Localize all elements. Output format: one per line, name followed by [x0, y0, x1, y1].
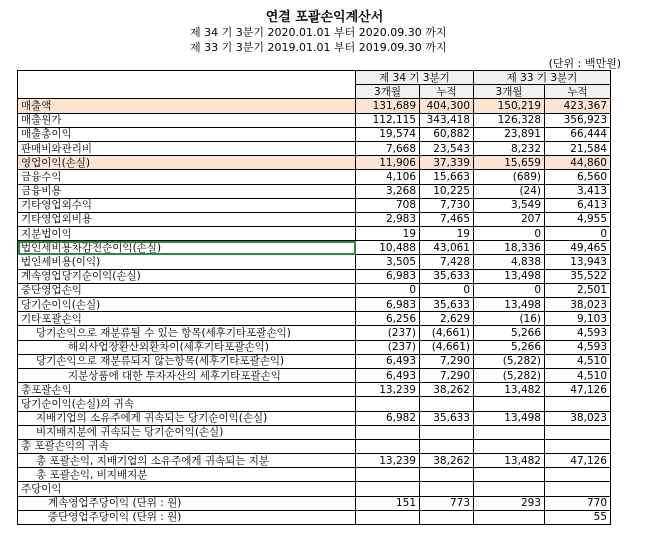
table-row	[18, 170, 611, 184]
value-cell[interactable]: 6,560	[545, 170, 611, 184]
header-prev-cumulative: 누적	[545, 85, 611, 99]
value-cell[interactable]: 356,923	[545, 113, 611, 127]
value-cell[interactable]: 13,482	[474, 454, 545, 468]
row-label[interactable]: 당기순이익(손실)의 귀속	[18, 397, 356, 411]
header-cur-3month: 3개월	[356, 85, 420, 99]
unit-label: (단위 : 백만원)	[548, 57, 621, 70]
value-cell[interactable]: 770	[545, 496, 611, 510]
value-cell[interactable]: 4,510	[545, 354, 611, 368]
header-current-period: 제 34 기 3분기	[356, 71, 474, 85]
row-label[interactable]: 지분상품에 대한 투자자산의 세후기타포괄손익	[18, 368, 356, 382]
value-cell[interactable]: 44,860	[545, 156, 611, 170]
row-label[interactable]: 주당이익	[18, 482, 356, 496]
value-cell[interactable]: 13,498	[474, 298, 545, 312]
value-cell[interactable]: 19	[356, 227, 420, 241]
value-cell[interactable]: 38,262	[420, 454, 474, 468]
value-cell[interactable]: 35,633	[420, 411, 474, 425]
value-cell[interactable]: 21,584	[545, 141, 611, 155]
value-cell[interactable]	[545, 397, 611, 411]
value-cell[interactable]: (5,282)	[474, 368, 545, 382]
value-cell[interactable]: 7,428	[420, 255, 474, 269]
table-row	[18, 241, 611, 255]
value-cell[interactable]: 6,493	[356, 354, 420, 368]
value-cell[interactable]	[420, 425, 474, 439]
value-cell[interactable]: 7,730	[420, 198, 474, 212]
value-cell[interactable]: (24)	[474, 184, 545, 198]
value-cell[interactable]: 207	[474, 212, 545, 226]
row-label[interactable]: 영업이익(손실)	[18, 156, 356, 170]
value-cell[interactable]: 0	[545, 227, 611, 241]
value-cell[interactable]: 13,943	[545, 255, 611, 269]
value-cell[interactable]: 0	[356, 283, 420, 297]
row-label[interactable]: 당기순이익(손실)	[18, 298, 356, 312]
table-row	[18, 454, 611, 468]
value-cell[interactable]	[420, 397, 474, 411]
row-label[interactable]: 법인세비용(이익)	[18, 255, 356, 269]
value-cell[interactable]: 49,465	[545, 241, 611, 255]
row-label[interactable]: 당기손익으로 재분류되지 않는항목(세후기타포괄손익)	[18, 354, 356, 368]
value-cell[interactable]: 13,498	[474, 411, 545, 425]
statement-title: 연결 포괄손익계산서	[265, 10, 384, 25]
value-cell[interactable]: 6,983	[356, 269, 420, 283]
table-row	[18, 127, 611, 141]
row-label[interactable]: 총포괄손익	[18, 383, 356, 397]
value-cell[interactable]: 43,061	[420, 241, 474, 255]
value-cell[interactable]: 23,891	[474, 127, 545, 141]
value-cell[interactable]	[420, 439, 474, 453]
value-cell[interactable]: 7,668	[356, 141, 420, 155]
row-label[interactable]: 금융비용	[18, 184, 356, 198]
value-cell[interactable]: 38,023	[545, 298, 611, 312]
value-cell[interactable]: 0	[474, 283, 545, 297]
table-row	[18, 439, 611, 453]
row-label[interactable]: 매출총이익	[18, 127, 356, 141]
income-statement-table	[17, 70, 611, 525]
value-cell[interactable]: 55	[545, 510, 611, 524]
value-cell[interactable]: (237)	[356, 326, 420, 340]
value-cell[interactable]: 150,219	[474, 99, 545, 113]
table-row	[18, 383, 611, 397]
header-previous-period: 제 33 기 3분기	[474, 71, 611, 85]
value-cell[interactable]	[474, 510, 545, 524]
row-label[interactable]: 판매비와관리비	[18, 141, 356, 155]
value-cell[interactable]: 6,256	[356, 312, 420, 326]
value-cell[interactable]: 47,126	[545, 383, 611, 397]
value-cell[interactable]: 5,266	[474, 340, 545, 354]
value-cell[interactable]: 10,488	[356, 241, 420, 255]
value-cell[interactable]	[356, 510, 420, 524]
value-cell[interactable]	[474, 482, 545, 496]
table-row	[18, 340, 611, 354]
value-cell[interactable]: 423,367	[545, 99, 611, 113]
row-label[interactable]: 법인세비용차감전순이익(손실)	[18, 241, 356, 255]
row-label[interactable]: 기타영업외비용	[18, 212, 356, 226]
row-label[interactable]: 총 포괄손익, 지배기업의 소유주에게 귀속되는 지분	[18, 454, 356, 468]
value-cell[interactable]	[356, 397, 420, 411]
value-cell[interactable]: 13,498	[474, 269, 545, 283]
row-label[interactable]: 계속영업당기순이익(손실)	[18, 269, 356, 283]
value-cell[interactable]: 6,982	[356, 411, 420, 425]
value-cell[interactable]	[420, 468, 474, 482]
value-cell[interactable]: 4,106	[356, 170, 420, 184]
value-cell[interactable]: 6,493	[356, 368, 420, 382]
value-cell[interactable]: 66,444	[545, 127, 611, 141]
table-row	[18, 255, 611, 269]
value-cell[interactable]: (4,661)	[420, 340, 474, 354]
value-cell[interactable]: 0	[474, 227, 545, 241]
value-cell[interactable]: (5,282)	[474, 354, 545, 368]
value-cell[interactable]: 13,239	[356, 454, 420, 468]
value-cell[interactable]	[474, 468, 545, 482]
table-row	[18, 368, 611, 382]
label-header	[18, 71, 356, 99]
table-row	[18, 184, 611, 198]
table-row	[18, 212, 611, 226]
value-cell[interactable]: 11,906	[356, 156, 420, 170]
value-cell[interactable]: 2,983	[356, 212, 420, 226]
row-label[interactable]: 중단영업주당이익 (단위 : 원)	[18, 510, 356, 524]
value-cell[interactable]: 38,023	[545, 411, 611, 425]
value-cell[interactable]: 2,501	[545, 283, 611, 297]
value-cell[interactable]	[545, 439, 611, 453]
value-cell[interactable]: 37,339	[420, 156, 474, 170]
row-label[interactable]: 중단영업손익	[18, 283, 356, 297]
row-label[interactable]: 비지배지분에 귀속되는 당기순이익(손실)	[18, 425, 356, 439]
table-row	[18, 198, 611, 212]
table-row	[18, 496, 611, 510]
period-current: 제 34 기 3분기 2020.01.01 부터 2020.09.30 까지	[190, 26, 447, 39]
value-cell[interactable]: 4,955	[545, 212, 611, 226]
table-row	[18, 354, 611, 368]
table-row	[18, 283, 611, 297]
value-cell[interactable]: 3,413	[545, 184, 611, 198]
table-row	[18, 99, 611, 113]
header-prev-3month: 3개월	[474, 85, 545, 99]
table-row	[18, 425, 611, 439]
value-cell[interactable]: 47,126	[545, 454, 611, 468]
value-cell[interactable]: 8,232	[474, 141, 545, 155]
row-label[interactable]: 총 포괄손익의 귀속	[18, 439, 356, 453]
row-label[interactable]: 지배기업의 소유주에게 귀속되는 당기순이익(손실)	[18, 411, 356, 425]
table-row	[18, 113, 611, 127]
value-cell[interactable]: 35,522	[545, 269, 611, 283]
value-cell[interactable]: 15,663	[420, 170, 474, 184]
row-label[interactable]: 금융수익	[18, 170, 356, 184]
value-cell[interactable]: (689)	[474, 170, 545, 184]
value-cell[interactable]: 60,882	[420, 127, 474, 141]
value-cell[interactable]: 6,983	[356, 298, 420, 312]
value-cell[interactable]	[474, 425, 545, 439]
value-cell[interactable]: 7,290	[420, 354, 474, 368]
value-cell[interactable]: 23,543	[420, 141, 474, 155]
value-cell[interactable]: 404,300	[420, 99, 474, 113]
value-cell[interactable]: 18,336	[474, 241, 545, 255]
table-row	[18, 156, 611, 170]
value-cell[interactable]: 13,239	[356, 383, 420, 397]
value-cell[interactable]: 3,549	[474, 198, 545, 212]
table-row	[18, 411, 611, 425]
value-cell[interactable]: 6,413	[545, 198, 611, 212]
value-cell[interactable]: 3,268	[356, 184, 420, 198]
value-cell[interactable]: 15,659	[474, 156, 545, 170]
table-row	[18, 510, 611, 524]
row-label[interactable]: 매출원가	[18, 113, 356, 127]
value-cell[interactable]	[356, 425, 420, 439]
value-cell[interactable]: 131,689	[356, 99, 420, 113]
value-cell[interactable]: 293	[474, 496, 545, 510]
value-cell[interactable]: 3,505	[356, 255, 420, 269]
value-cell[interactable]: 35,633	[420, 269, 474, 283]
table-row	[18, 468, 611, 482]
value-cell[interactable]: 0	[420, 283, 474, 297]
table-row	[18, 397, 611, 411]
value-cell[interactable]: 773	[420, 496, 474, 510]
row-label[interactable]: 매출액	[18, 99, 356, 113]
value-cell[interactable]: (237)	[356, 340, 420, 354]
value-cell[interactable]	[545, 425, 611, 439]
table-row	[18, 298, 611, 312]
value-cell[interactable]	[545, 468, 611, 482]
row-label[interactable]: 지분법이익	[18, 227, 356, 241]
value-cell[interactable]	[356, 439, 420, 453]
table-row	[18, 312, 611, 326]
value-cell[interactable]	[474, 439, 545, 453]
value-cell[interactable]	[356, 482, 420, 496]
value-cell[interactable]: 2,629	[420, 312, 474, 326]
value-cell[interactable]: 35,633	[420, 298, 474, 312]
row-label[interactable]: 계속영업주당이익 (단위 : 원)	[18, 496, 356, 510]
row-label[interactable]: 기타포괄손익	[18, 312, 356, 326]
value-cell[interactable]: 7,290	[420, 368, 474, 382]
value-cell[interactable]: 9,103	[545, 312, 611, 326]
value-cell[interactable]: 13,482	[474, 383, 545, 397]
table-row	[18, 326, 611, 340]
value-cell[interactable]	[474, 397, 545, 411]
value-cell[interactable]: 19	[420, 227, 474, 241]
value-cell[interactable]	[356, 468, 420, 482]
value-cell[interactable]: 7,465	[420, 212, 474, 226]
value-cell[interactable]: (4,661)	[420, 326, 474, 340]
value-cell[interactable]: 126,328	[474, 113, 545, 127]
value-cell[interactable]: 4,593	[545, 326, 611, 340]
row-label[interactable]: 해외사업장환산외환차이(세후기타포괄손익)	[18, 340, 356, 354]
value-cell[interactable]: 4,510	[545, 368, 611, 382]
value-cell[interactable]	[545, 482, 611, 496]
value-cell[interactable]	[420, 510, 474, 524]
value-cell[interactable]: 38,262	[420, 383, 474, 397]
table-row	[18, 141, 611, 155]
row-label[interactable]: 기타영업외수익	[18, 198, 356, 212]
value-cell[interactable]: (16)	[474, 312, 545, 326]
row-label[interactable]: 당기손익으로 재분류될 수 있는 항목(세후기타포괄손익)	[18, 326, 356, 340]
table-row	[18, 269, 611, 283]
value-cell[interactable]: 112,115	[356, 113, 420, 127]
value-cell[interactable]: 708	[356, 198, 420, 212]
value-cell[interactable]: 10,225	[420, 184, 474, 198]
period-previous: 제 33 기 3분기 2019.01.01 부터 2019.09.30 까지	[190, 41, 447, 54]
value-cell[interactable]: 5,266	[474, 326, 545, 340]
table-row	[18, 227, 611, 241]
row-label[interactable]: 총 포괄손익, 비지배지분	[18, 468, 356, 482]
value-cell[interactable]: 343,418	[420, 113, 474, 127]
value-cell[interactable]	[420, 482, 474, 496]
value-cell[interactable]: 4,838	[474, 255, 545, 269]
value-cell[interactable]: 151	[356, 496, 420, 510]
value-cell[interactable]: 4,593	[545, 340, 611, 354]
value-cell[interactable]: 19,574	[356, 127, 420, 141]
header-cur-cumulative: 누적	[420, 85, 474, 99]
table-row	[18, 482, 611, 496]
